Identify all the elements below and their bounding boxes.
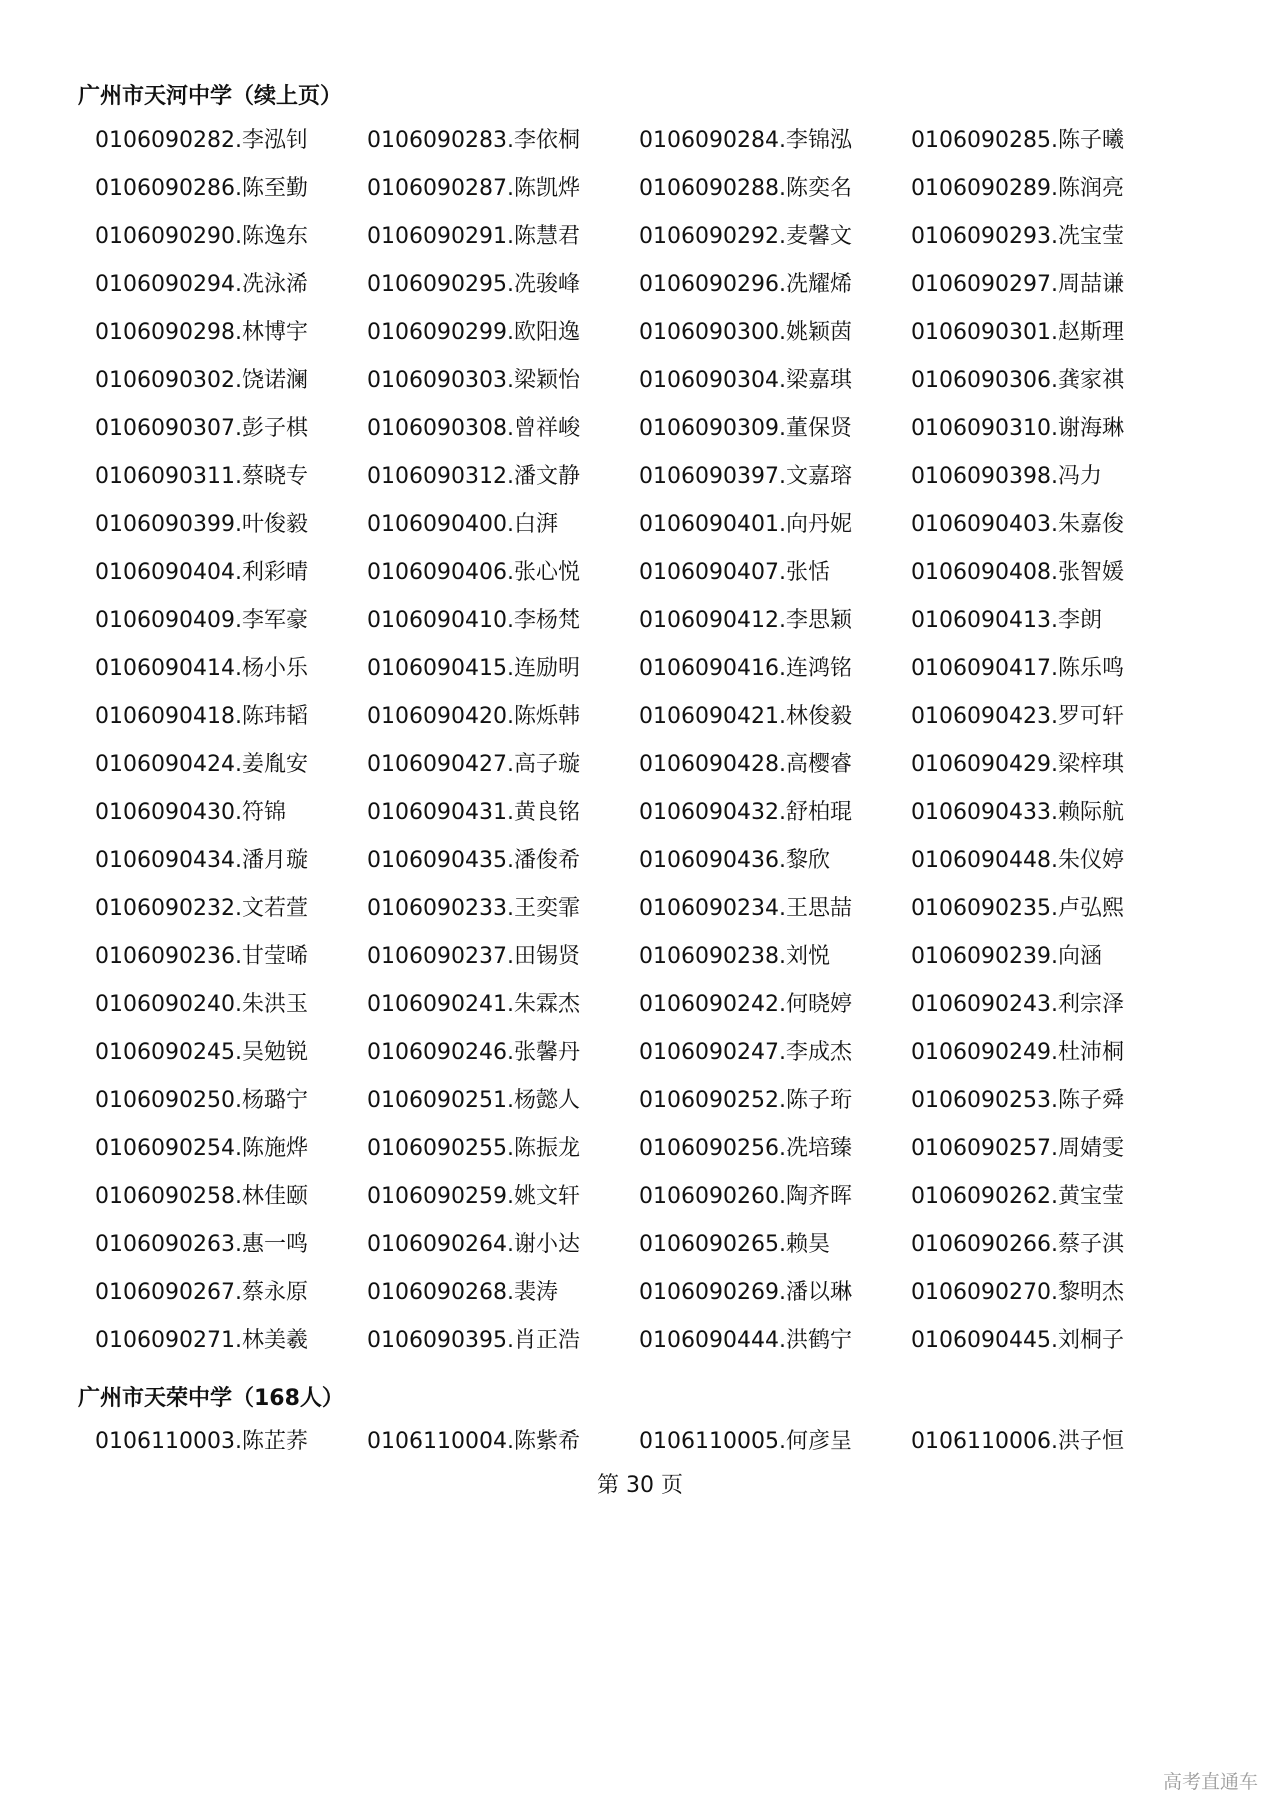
student-entry: 0106090282.李泓钊 (95, 128, 308, 153)
student-entry: 0106090249.杜沛桐 (911, 1040, 1124, 1065)
student-entry: 0106090246.张馨丹 (367, 1040, 580, 1065)
student-entry: 0106090288.陈奕名 (639, 176, 852, 201)
student-entry: 0106090416.连鸿铭 (639, 656, 852, 681)
section-title-tianhe: 广州市天河中学（续上页） (78, 84, 343, 109)
student-entry: 0106090291.陈慧君 (367, 224, 580, 249)
watermark-logo-text: 高考直通车 (1162, 1771, 1258, 1793)
student-entry: 0106090250.杨璐宁 (95, 1088, 308, 1113)
student-entry: 0106090401.向丹妮 (639, 512, 852, 537)
student-entry: 0106090432.舒柏琨 (639, 800, 852, 825)
student-entry: 0106090431.黄良铭 (367, 800, 580, 825)
student-entry: 0106090296.冼耀烯 (639, 272, 852, 297)
student-entry: 0106090239.向涵 (911, 944, 1102, 969)
student-entry: 0106090247.李成杰 (639, 1040, 852, 1065)
student-entry: 0106090245.吴勉锐 (95, 1040, 308, 1065)
student-entry: 0106090293.冼宝莹 (911, 224, 1124, 249)
student-entry: 0106090235.卢弘熙 (911, 896, 1124, 921)
student-entry: 0106090428.高樱睿 (639, 752, 852, 777)
student-entry: 0106090257.周婧雯 (911, 1136, 1124, 1161)
student-entry: 0106090237.田锡贤 (367, 944, 580, 969)
student-entry: 0106090303.梁颖怡 (367, 368, 580, 393)
student-entry: 0106090283.李依桐 (367, 128, 580, 153)
student-entry: 0106090284.李锦泓 (639, 128, 852, 153)
student-entry: 0106090306.龚家祺 (911, 368, 1124, 393)
student-entry: 0106090285.陈子曦 (911, 128, 1124, 153)
page-number: 第 30 页 (597, 1473, 683, 1498)
student-entry: 0106090448.朱仪婷 (911, 848, 1124, 873)
student-entry: 0106090312.潘文静 (367, 464, 580, 489)
student-entry: 0106090424.姜胤安 (95, 752, 308, 777)
student-entry: 0106090311.蔡晓专 (95, 464, 308, 489)
student-entry: 0106090253.陈子舜 (911, 1088, 1124, 1113)
student-entry: 0106090287.陈凯烨 (367, 176, 580, 201)
student-entry: 0106090289.陈润亮 (911, 176, 1124, 201)
student-entry: 0106110006.洪子恒 (911, 1429, 1124, 1454)
student-entry: 0106090302.饶诺澜 (95, 368, 308, 393)
student-entry: 0106090301.赵斯理 (911, 320, 1124, 345)
student-entry: 0106090435.潘俊希 (367, 848, 580, 873)
student-entry: 0106090232.文若萱 (95, 896, 308, 921)
student-entry: 0106090418.陈玮韬 (95, 704, 308, 729)
student-entry: 0106090252.陈子珩 (639, 1088, 852, 1113)
student-entry: 0106090309.董保贤 (639, 416, 852, 441)
student-entry: 0106090269.潘以琳 (639, 1280, 852, 1305)
student-entry: 0106090299.欧阳逸 (367, 320, 580, 345)
student-entry: 0106090445.刘桐子 (911, 1328, 1124, 1353)
student-entry: 0106090262.黄宝莹 (911, 1184, 1124, 1209)
student-entry: 0106090413.李朗 (911, 608, 1102, 633)
student-entry: 0106090240.朱洪玉 (95, 992, 308, 1017)
student-entry: 0106090423.罗可轩 (911, 704, 1124, 729)
student-entry: 0106090395.肖正浩 (367, 1328, 580, 1353)
section-title-tianrong: 广州市天荣中学（168人） (78, 1386, 344, 1411)
student-entry: 0106090264.谢小达 (367, 1232, 580, 1257)
student-entry: 0106090406.张心悦 (367, 560, 580, 585)
student-entry: 0106090259.姚文轩 (367, 1184, 580, 1209)
student-entry: 0106090433.赖际航 (911, 800, 1124, 825)
student-entry: 0106090403.朱嘉俊 (911, 512, 1124, 537)
student-entry: 0106090429.梁梓琪 (911, 752, 1124, 777)
student-entry: 0106090412.李思颖 (639, 608, 852, 633)
student-entry: 0106090241.朱霖杰 (367, 992, 580, 1017)
student-entry: 0106090236.甘莹晞 (95, 944, 308, 969)
student-entry: 0106090286.陈至勤 (95, 176, 308, 201)
student-entry: 0106090420.陈烁韩 (367, 704, 580, 729)
student-entry: 0106090266.蔡子淇 (911, 1232, 1124, 1257)
student-entry: 0106090295.冼骏峰 (367, 272, 580, 297)
student-entry: 0106090415.连励明 (367, 656, 580, 681)
student-entry: 0106090407.张恬 (639, 560, 830, 585)
student-entry: 0106090300.姚颖茵 (639, 320, 852, 345)
student-entry: 0106090267.蔡永原 (95, 1280, 308, 1305)
student-entry: 0106090271.林美羲 (95, 1328, 308, 1353)
student-entry: 0106090298.林博宇 (95, 320, 308, 345)
student-entry: 0106090308.曾祥峻 (367, 416, 580, 441)
student-entry: 0106090233.王奕霏 (367, 896, 580, 921)
student-entry: 0106090409.李军豪 (95, 608, 308, 633)
student-entry: 0106090254.陈施烨 (95, 1136, 308, 1161)
student-entry: 0106090268.裴涛 (367, 1280, 558, 1305)
student-entry: 0106090417.陈乐鸣 (911, 656, 1124, 681)
student-entry: 0106110004.陈紫希 (367, 1429, 580, 1454)
student-entry: 0106090238.刘悦 (639, 944, 830, 969)
student-entry: 0106090294.冼泳浠 (95, 272, 308, 297)
student-entry: 0106090242.何晓婷 (639, 992, 852, 1017)
student-entry: 0106090400.白湃 (367, 512, 558, 537)
student-entry: 0106090434.潘月璇 (95, 848, 308, 873)
student-list-tianrong (95, 1418, 1125, 1466)
student-entry: 0106090304.梁嘉琪 (639, 368, 852, 393)
student-entry: 0106090258.林佳颐 (95, 1184, 308, 1209)
student-entry: 0106090310.谢海琳 (911, 416, 1124, 441)
student-entry: 0106090430.符锦 (95, 800, 286, 825)
student-entry: 0106090444.洪鹤宁 (639, 1328, 852, 1353)
student-entry: 0106090421.林俊毅 (639, 704, 852, 729)
student-entry: 0106090265.赖昊 (639, 1232, 830, 1257)
student-entry: 0106090270.黎明杰 (911, 1280, 1124, 1305)
student-entry: 0106090297.周喆谦 (911, 272, 1124, 297)
student-entry: 0106090256.冼培臻 (639, 1136, 852, 1161)
student-entry: 0106090410.李杨梵 (367, 608, 580, 633)
student-entry: 0106090404.利彩晴 (95, 560, 308, 585)
student-entry: 0106090260.陶齐晖 (639, 1184, 852, 1209)
student-entry: 0106090255.陈振龙 (367, 1136, 580, 1161)
student-entry: 0106090408.张智媛 (911, 560, 1124, 585)
student-entry: 0106090292.麦馨文 (639, 224, 852, 249)
student-entry: 0106090398.冯力 (911, 464, 1102, 489)
student-entry: 0106090414.杨小乐 (95, 656, 308, 681)
student-entry: 0106090251.杨懿人 (367, 1088, 580, 1113)
student-entry: 0106110003.陈芷荞 (95, 1429, 308, 1454)
student-entry: 0106090263.惠一鸣 (95, 1232, 308, 1257)
student-entry: 0106090427.高子璇 (367, 752, 580, 777)
student-list-tianhe (95, 117, 1125, 1365)
student-entry: 0106110005.何彦呈 (639, 1429, 852, 1454)
student-entry: 0106090436.黎欣 (639, 848, 830, 873)
student-entry: 0106090290.陈逸东 (95, 224, 308, 249)
student-entry: 0106090399.叶俊毅 (95, 512, 308, 537)
student-entry: 0106090397.文嘉瑢 (639, 464, 852, 489)
student-entry: 0106090234.王思喆 (639, 896, 852, 921)
student-entry: 0106090243.利宗泽 (911, 992, 1124, 1017)
student-entry: 0106090307.彭子棋 (95, 416, 308, 441)
